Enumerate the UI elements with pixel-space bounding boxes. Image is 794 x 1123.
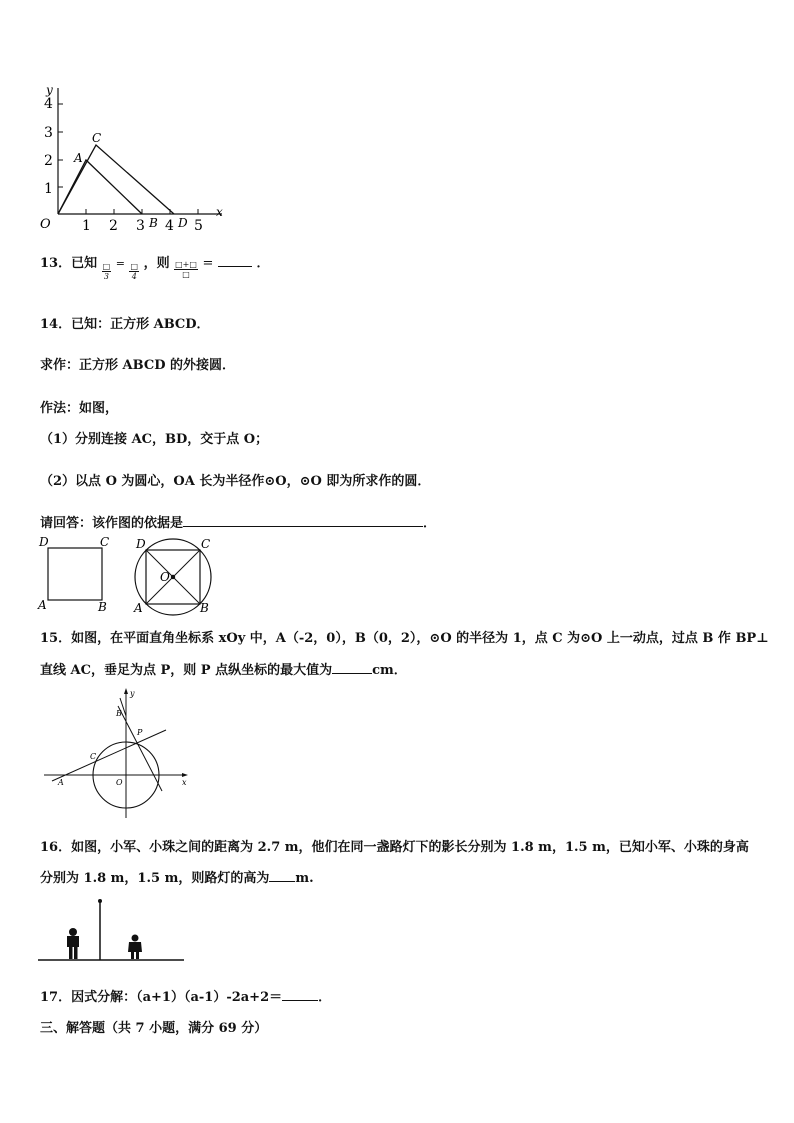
- section-3-heading: 三、解答题（共 7 小题，满分 69 分）: [40, 1021, 268, 1036]
- y-label: y: [46, 83, 53, 97]
- point-b-label: B: [149, 216, 158, 230]
- q14-step-1: （1）分别连接 AC，BD，交于点 O；: [40, 432, 269, 447]
- circle-label-c: C: [201, 537, 211, 551]
- point-d-label: D: [178, 216, 188, 230]
- circle-label-d: D: [136, 537, 146, 551]
- square-label-d: D: [39, 535, 49, 549]
- fig15-y-label: y: [130, 689, 135, 698]
- x-tick-2: 2: [109, 218, 118, 234]
- fig15-b-label: B: [116, 709, 122, 718]
- circle-label-o: O: [160, 570, 170, 584]
- q17-answer-blank[interactable]: [282, 1000, 318, 1001]
- origin-label: O: [40, 217, 51, 232]
- triangle-oab: [58, 160, 142, 214]
- fig15-x-label: x: [182, 778, 187, 787]
- person-xiaozhu-icon: [128, 935, 142, 960]
- q13-fraction-3: $\frac{□+□}{□}$: [175, 260, 197, 279]
- x-tick-1: 1: [82, 218, 91, 234]
- q16-answer-blank[interactable]: [269, 881, 295, 882]
- q15-answer-blank[interactable]: [332, 673, 372, 674]
- coordinate-circle-figure: [44, 686, 194, 822]
- square-label-a: A: [38, 598, 47, 612]
- fig15-p-label: P: [137, 728, 143, 737]
- x-tick-3: 3: [136, 218, 145, 234]
- x-tick-5: 5: [194, 218, 203, 234]
- question-17: 17．因式分解：（a+1）（a-1）-2a+2＝ ．: [40, 990, 332, 1005]
- circle-label-a: A: [134, 601, 143, 615]
- q14-answer-blank[interactable]: [183, 526, 423, 527]
- point-a-label: A: [74, 151, 83, 165]
- q13-answer-blank[interactable]: [218, 266, 252, 267]
- q13-label: 13．已知: [40, 256, 98, 271]
- q14-given: 14．已知：正方形 ABCD．: [40, 317, 210, 332]
- square-label-c: C: [100, 535, 110, 549]
- q14-method: 作法：如图，: [40, 401, 119, 416]
- q13-fraction-2: $\frac{□}{4}$: [130, 262, 139, 281]
- fig15-o-label: O: [116, 778, 123, 787]
- q16-line-1: 16．如图，小军、小珠之间的距离为 2.7 m，他们在同一盏路灯下的影长分别为 1.8 m，1.5 m，已知小军、小珠的身高: [40, 840, 749, 855]
- q15-line-2: 直线 AC，垂足为点 P，则 P 点纵坐标的最大值为 cm．: [40, 663, 407, 678]
- q14-question: 请回答：该作图的依据是 ．: [40, 516, 437, 531]
- question-13: 13．已知 $\frac{□}{3}$ = $\frac{□}{4}$ ，则 $\frac{□+□}{□}$ = ．: [40, 256, 270, 281]
- circle-label-b: B: [200, 601, 209, 615]
- square-figure: [36, 534, 118, 614]
- q16-line-2: 分别为 1.8 m，1.5 m，则路灯的高为 m.: [40, 871, 314, 886]
- q14-step-2: （2）以点 O 为圆心，OA 长为半径作⊙O，⊙O 即为所求作的圆．: [40, 474, 431, 489]
- q15-line-1: 15．如图，在平面直角坐标系 xOy 中，A（-2，0），B（0，2），⊙O 的半径为 1，点 C 为⊙O 上一动点，过点 B 作 BP⊥: [40, 631, 769, 646]
- street-lamp-figure: [36, 894, 186, 964]
- fig15-a-label: A: [58, 778, 64, 787]
- y-tick-1: 1: [44, 181, 53, 197]
- y-tick-2: 2: [44, 153, 53, 169]
- x-label: x: [216, 205, 223, 219]
- x-tick-4: 4: [165, 218, 174, 234]
- point-c-label: C: [92, 131, 102, 145]
- y-tick-4: 4: [44, 96, 53, 112]
- square-label-b: B: [98, 600, 107, 614]
- q14-construct: 求作：正方形 ABCD 的外接圆．: [40, 358, 235, 373]
- person-xiaojun-icon: [67, 928, 79, 959]
- fig15-c-label: C: [90, 752, 97, 761]
- coordinate-figure-1: [36, 82, 236, 234]
- y-tick-3: 3: [44, 125, 53, 141]
- q13-fraction-1: $\frac{□}{3}$: [102, 262, 111, 281]
- circumscribed-circle-figure: [128, 532, 220, 616]
